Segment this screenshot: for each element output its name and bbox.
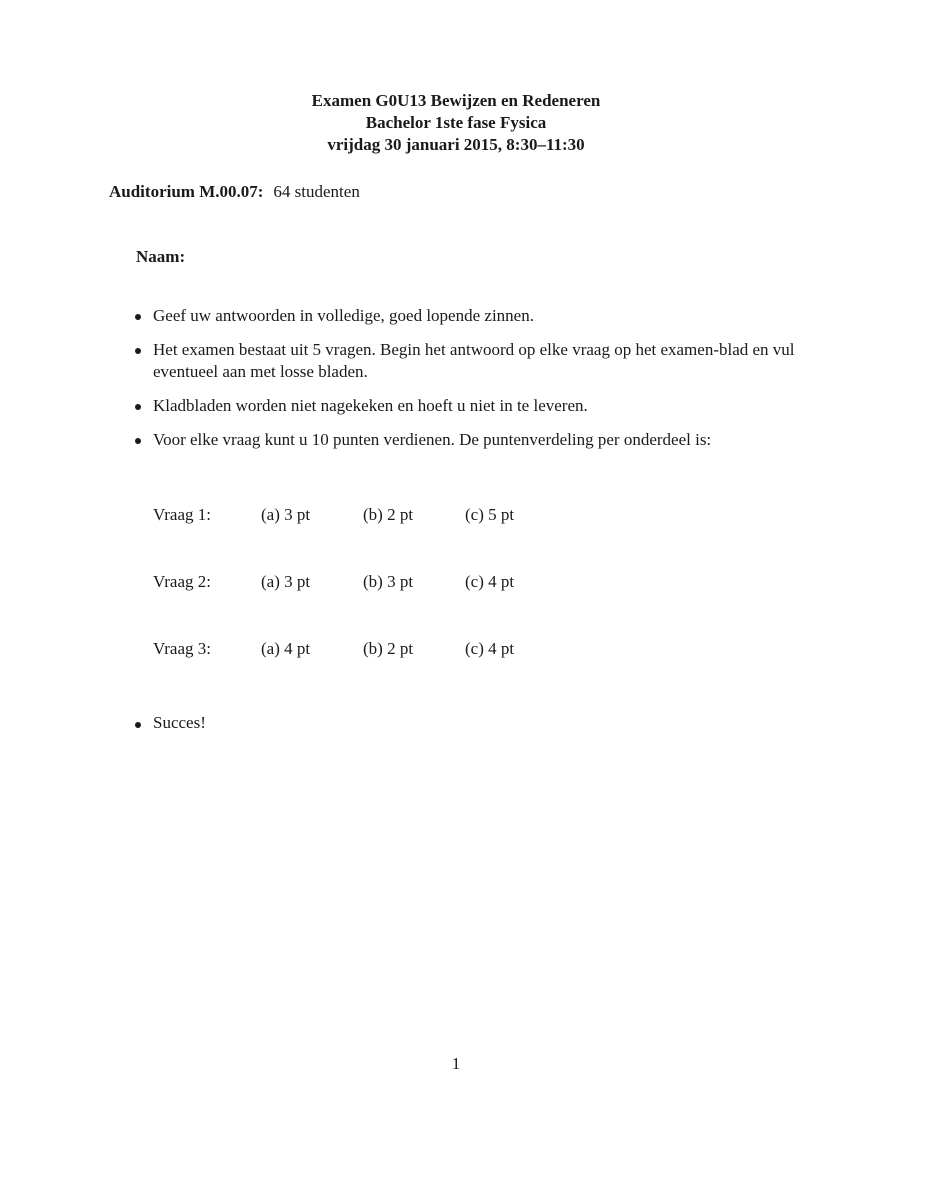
student-count: 64 studenten: [273, 182, 360, 201]
list-item: [133, 429, 813, 451]
part-a-points: (a) 3 pt: [261, 572, 311, 591]
part-b-points: (b) 2 pt: [363, 505, 414, 524]
question-label: Vraag 2:: [153, 572, 211, 591]
page-number: 1: [451, 1054, 461, 1073]
exam-header: [0, 90, 912, 156]
exam-date: vrijdag 30 januari 2015, 8:30–11:30: [327, 135, 585, 154]
instruction-text: Voor elke vraag kunt u 10 punten verdienen. De puntenverdeling per onderdeel is:: [153, 430, 712, 449]
part-a-points: (a) 3 pt: [261, 505, 311, 524]
instruction-text: Het examen bestaat uit 5 vragen. Begin het antwoord op elke vraag op het examen-blad en vul eventueel aan met losse bladen.: [153, 340, 795, 381]
part-c-points: (c) 4 pt: [465, 572, 515, 591]
bullet-icon: [135, 348, 141, 354]
instruction-list: [133, 305, 813, 463]
instruction-text: Geef uw antwoorden in volledige, goed lopende zinnen.: [153, 306, 534, 325]
final-bullet: [133, 713, 206, 733]
part-b-points: (b) 3 pt: [363, 572, 414, 591]
bullet-icon: [135, 404, 141, 410]
name-label: Naam:: [136, 247, 186, 266]
exam-title: Examen G0U13 Bewijzen en Redeneren: [311, 91, 601, 110]
exam-program: Bachelor 1ste fase Fysica: [365, 113, 547, 132]
final-bullet-text: Succes!: [153, 713, 206, 732]
part-b-points: (b) 2 pt: [363, 639, 414, 658]
instruction-text: Kladbladen worden niet nagekeken en hoeft u niet in te leveren.: [153, 396, 588, 415]
list-item: [133, 395, 813, 417]
list-item: [133, 305, 813, 327]
part-a-points: (a) 4 pt: [261, 639, 311, 658]
room-label: Auditorium M.00.07:: [109, 182, 264, 201]
question-label: Vraag 1:: [153, 505, 211, 524]
bullet-icon: [135, 314, 141, 320]
bullet-icon: [135, 722, 141, 728]
part-c-points: (c) 4 pt: [465, 639, 515, 658]
bullet-icon: [135, 438, 141, 444]
part-c-points: (c) 5 pt: [465, 505, 515, 524]
list-item: [133, 339, 813, 383]
room-info: [109, 182, 360, 202]
question-label: Vraag 3:: [153, 639, 211, 658]
